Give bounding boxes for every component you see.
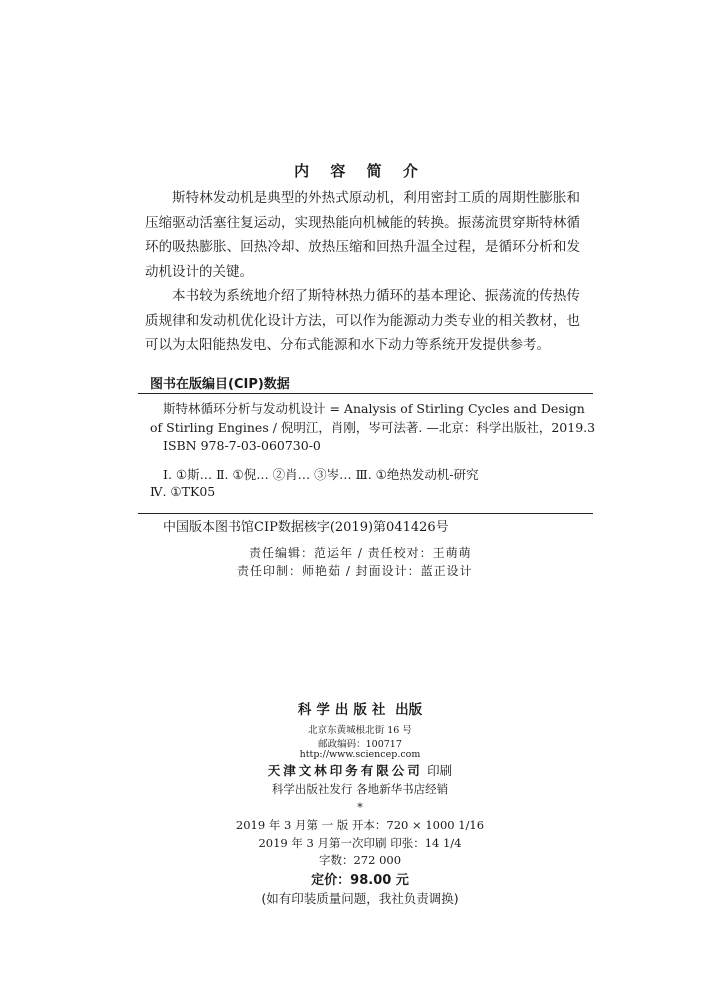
printer-seal: 天津文林印务有限公司 [267,763,423,778]
printer-line [0,761,720,779]
distribution-line: 科学出版社发行 各地新华书店经销 [271,782,449,796]
publisher-suffix: 出版 [395,702,423,718]
separator-asterisk: * [357,800,363,814]
cip-title-line: 斯特林循环分析与发动机设计 = Analysis of Stirling Cycles and Design [163,401,585,416]
cip-bottom-rule [138,513,593,514]
word-count: 字数：272 000 [318,853,402,867]
credits-editor-proofreader: 责任编辑：范运年 / 责任校对：王萌萌 [249,546,472,560]
summary-paragraph-2: 本书较为系统地介绍了斯特林热力循环的基本理论、振荡流的传热传质规律和发动机优化设计方法，可以作为能源动力类专业的相关教材，也可以为太阳能热发电、分布式能源和水下动力等系统开发提供参考。 [145,288,580,353]
quality-notice: (如有印装质量问题，我社负责调换) [261,891,459,906]
cip-classification-code: Ⅳ. ①TK05 [150,484,216,499]
publisher-seal: 科学出版社 [297,702,391,718]
cip-isbn: ISBN 978-7-03-060730-0 [163,438,321,453]
credits-printing-cover: 责任印制：师艳茹 / 封面设计：蓝正设计 [237,564,473,578]
cip-author-line: of Stirling Engines / 倪明江，肖刚，岑可法著. —北京：科学出版社，2019.3 [150,420,596,435]
publisher-address: 北京东黄城根北街 16 号 [308,725,412,736]
price: 定价：98.00 元 [311,873,409,888]
edition-line: 2019 年 3 月第 一 版 开本：720 × 1000 1/16 [235,818,485,832]
summary-paragraph-1: 斯特林发动机是典型的外热式原动机，利用密封工质的周期性膨胀和压缩驱动活塞往复运动，实现热能向机械能的转换。振荡流贯穿斯特林循环的吸热膨胀、回热冷却、放热压缩和回热升温全过程，是循环分析和发动机设计的关键。 [145,190,580,280]
cip-top-rule [138,393,593,394]
cip-classification-line: Ⅰ. ①斯… Ⅱ. ①倪… ②肖… ③岑… Ⅲ. ①绝热发动机-研究 [163,467,479,482]
printing-line: 2019 年 3 月第一次印刷 印张：14 1/4 [258,836,462,850]
summary-title: 内 容 简 介 [294,162,426,180]
cip-heading: 图书在版编目(CIP)数据 [150,377,290,392]
cip-approval-number: 中国版本图书馆CIP数据核字(2019)第041426号 [163,520,449,535]
printer-suffix: 印刷 [427,763,453,778]
publisher-website: http://www.sciencep.com [299,749,421,760]
publisher-postcode: 邮政编码：100717 [318,739,402,750]
summary-body [145,186,580,358]
publisher-line [0,698,720,718]
